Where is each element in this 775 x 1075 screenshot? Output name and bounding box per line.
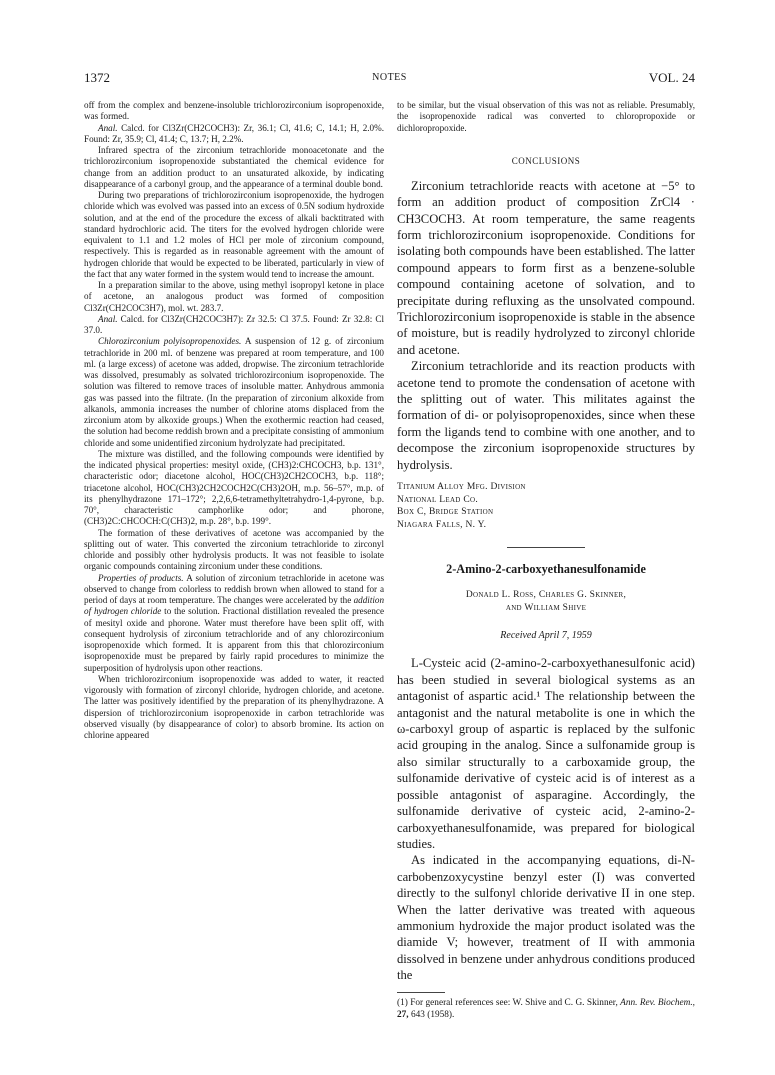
footnote-journal: Ann. Rev. Biochem., bbox=[620, 997, 695, 1008]
conclusions-heading: CONCLUSIONS bbox=[511, 155, 581, 166]
emphasis-text: addition of hydrogen chloride bbox=[84, 595, 385, 617]
section-name: NOTES bbox=[372, 72, 407, 83]
footnote-divider bbox=[397, 992, 445, 993]
affiliation-line: Titanium Alloy Mfg. Division bbox=[397, 482, 526, 493]
page-number: 1372 bbox=[84, 70, 110, 85]
affiliation-line: National Lead Co. bbox=[397, 494, 478, 505]
footnote-text: (1) For general references see: W. Shive and C. G. Skinner, bbox=[397, 997, 618, 1008]
running-header bbox=[84, 70, 695, 86]
footnote bbox=[397, 997, 695, 1021]
analysis-paragraph bbox=[84, 314, 384, 337]
article-title: 2-Amino-2-carboxyethanesulfonamide bbox=[446, 562, 646, 577]
paragraph: In a preparation similar to the above, using methyl isopropyl ketone in place of acetone, an analogous product was formed of composition Cl3Zr(CH2COC3H7), mol. wt. 283.7. bbox=[84, 280, 384, 313]
paragraph bbox=[84, 336, 384, 449]
analysis-label: Anal. bbox=[98, 313, 118, 324]
article-paragraph: L-Cysteic acid (2-amino-2-carboxyethanesulfonic acid) has been studied in several biological systems as an antagonist of aspartic acid.¹ The relationship between the antagonist and the natural metabolite is one in which the ω-carboxyl group of aspartic is replaced by the sulfonic acid grouping in the analog. Since a sulfonamide group is also similar structurally to a carboxamide group, the sulfonamide derivative of cysteic acid is of interest as a possible antagonist of asparagine. Accordingly, the sulfonamide derivative of cysteic acid, 2-amino-2-carboxyethanesulfonamide, was prepared for biological studies. bbox=[397, 656, 695, 851]
conclusion-paragraph: Zirconium tetrachloride and its reaction products with acetone tend to promote the condensation of acetone with the splitting out of water. This militates against the formation of di- or polyisopropenoxides, since when these form the ligands tend to combine with one another, and to decompose the zirconium isopropenoxide structures by hydrolysis. bbox=[397, 359, 695, 472]
paragraph bbox=[84, 573, 384, 674]
footnote-volume: 27, bbox=[397, 1009, 409, 1020]
paragraph: to be similar, but the visual observation of this was not as reliable. Presumably, the isopropenoxide radical was converted to chloropropoxide or dichloropropoxide. bbox=[397, 100, 695, 133]
footnote-text: 643 (1958). bbox=[410, 1009, 455, 1020]
affiliation-line: Box C, Bridge Station bbox=[397, 507, 494, 518]
paragraph-text: A suspension of 12 g. of zirconium tetrachloride in 200 ml. of benzene was prepared at room temperature, and 100 ml. (a large excess) of acetone was added, dropwise. The zirconium tetrachloride was dissolved, presumably as solvated trichlorozirconium isopropenoxide. The solution was filtered to remove traces of insoluble matter. Anhydrous ammonia gas was passed into the filtrate. (In the preparation of zirconium alkoxide from alkanols, ammonia increases the number of chlorine atoms displaced from the zirconium atom by alkoxide groups.) When the exothermic reaction had ceased, the solution had become reddish brown and a precipitate consisting of ammonium chloride and some unidentified zirconium hydrolyzate had precipitated. bbox=[84, 336, 384, 448]
authors-line: Donald L. Ross, Charles G. Skinner, bbox=[465, 590, 627, 601]
analysis-text: Calcd. for Cl3Zr(CH2COCH3): Zr, 36.1; Cl, 41.6; C, 14.1; H, 2.0%. Found: Zr, 35.9; Cl, 41.4; C, 13.7; H, 2.2%. bbox=[84, 122, 384, 144]
right-column bbox=[397, 100, 695, 1021]
article-divider bbox=[507, 547, 585, 548]
authors-line: and William Shive bbox=[505, 602, 587, 613]
paragraph: The formation of these derivatives of acetone was accompanied by the splitting out of water. This converted the zirconium tetrachloride to zirconyl chloride and possibly other hydrolysis products. It was not feasible to isolate organic compounds containing zirconium under these conditions. bbox=[84, 527, 384, 572]
paragraph: off from the complex and benzene-insoluble trichlorozirconium isopropenoxide, was formed. bbox=[84, 100, 384, 122]
paragraph-text: to the solution. Fractional distillation revealed the presence of mesityl oxide and phorone. Water must therefore have been split off, with consequent hydrolysis of zirconium tetrachloride and of any chlorozirconium isopropenoxide which formed. It is apparent from this that chlorozirconium isopropenoxide must be prepared by fairly rapid procedures to minimize the superposition of hydrolysis upon other reactions. bbox=[84, 606, 384, 673]
left-column bbox=[84, 100, 384, 741]
analysis-text: Calcd. for Cl3Zr(CH2COC3H7): Zr 32.5: Cl 37.5. Found: Zr 32.8: Cl 37.0. bbox=[84, 313, 385, 335]
analysis-label: Anal. bbox=[98, 122, 118, 133]
affiliation-line: Niagara Falls, N. Y. bbox=[397, 519, 487, 530]
paragraph: During two preparations of trichlorozirconium isopropenoxide, the hydrogen chloride which was evolved was passed into an excess of 0.5N sodium hydroxide solution, and at the end of the procedure the excess of alkali backtitrated with standard hydrochloric acid. The titers for the evolved hydrogen chloride were equivalent to 1.1 and 1.2 moles of HCl per mole of zirconium compound, respectively. This is regarded as in reasonable agreement with the amount of hydrogen chloride that would be expected to be liberated, particularly in view of the fact that any water formed in the system would tend to increase the amount. bbox=[84, 190, 384, 279]
analysis-paragraph bbox=[84, 123, 384, 146]
paragraph: Infrared spectra of the zirconium tetrachloride monoacetonate and the trichlorozirconium isopropenoxide substantiated the chemical evidence for change from an addition product to an unsaturated alkoxide, by indicating disappearance of a carbonyl group, and the appearance of a terminal double bond. bbox=[84, 145, 384, 189]
authors bbox=[397, 589, 695, 614]
paragraph-text: A solution of zirconium tetrachloride in acetone was observed to change from colorless to reddish brown when allowed to stand for a period of days at room temperature. The changes were accelerated by the bbox=[84, 572, 384, 605]
paragraph: The mixture was distilled, and the following compounds were identified by the indicated physical properties: mesityl oxide, (CH3)2:CHCOCH3, b.p. 131°, characteristic odor; diacetone alcohol, HOC(CH3)2CH2COCH3, b.p. 118°; triacetone alcohol, HOC(CH3)2CH2COCH2C(CH3)2OH, m.p. 56–57°, m.p. of its phenylhydrazone 171–172°; 2,2,6,6-tetramethyltetrahydro-1,4-pyrone, b.p. 70°, characteristic camphorlike odor; and phorone, (CH3)2C:CHCOCH:C(CH3)2, m.p. 28°, b.p. 199°. bbox=[84, 448, 384, 527]
conclusion-paragraph: Zirconium tetrachloride reacts with acetone at −5° to form an addition product of composition ZrCl4 · CH3COCH3. At room temperature, the same reagents form trichlorozirconium isopropenoxide. Conditions for isolating both compounds have been established. The latter compound appears to form first as a benzene-soluble compound containing acetone of solvation, and to precipitate during refluxing as the unsolvated compound. Trichlorozirconium isopropenoxide is stable in the absence of moisture, but is readily hydrolyzed to zirconyl chloride and acetone. bbox=[397, 178, 695, 357]
affiliation bbox=[397, 481, 695, 531]
article-paragraph: As indicated in the accompanying equations, di-N-carbobenzoxycystine benzyl ester (I) was converted directly to the sulfonyl chloride derivative II in one step. When the latter derivative was treated with aqueous ammonium hydroxide the major product isolated was the diamide V; however, treatment of II with ammonia dissolved in benzene under anhydrous conditions produced the bbox=[397, 853, 695, 983]
run-in-heading: Properties of products. bbox=[98, 572, 184, 583]
paragraph: When trichlorozirconium isopropenoxide was added to water, it reacted vigorously with formation of zirconyl chloride, hydrogen chloride, and acetone. The latter was positively identified by the preparation of its phenylhydrazone. A dispersion of trichlorozirconium isopropenoxide in carbon tetrachloride was observed visually (by disappearance of color) to absorb bromine. Its action on chlorine appeared bbox=[84, 673, 384, 740]
volume-label: VOL. 24 bbox=[648, 70, 695, 85]
run-in-heading: Chlorozirconium polyisopropenoxides. bbox=[98, 336, 242, 347]
received-date: Received April 7, 1959 bbox=[500, 630, 592, 642]
